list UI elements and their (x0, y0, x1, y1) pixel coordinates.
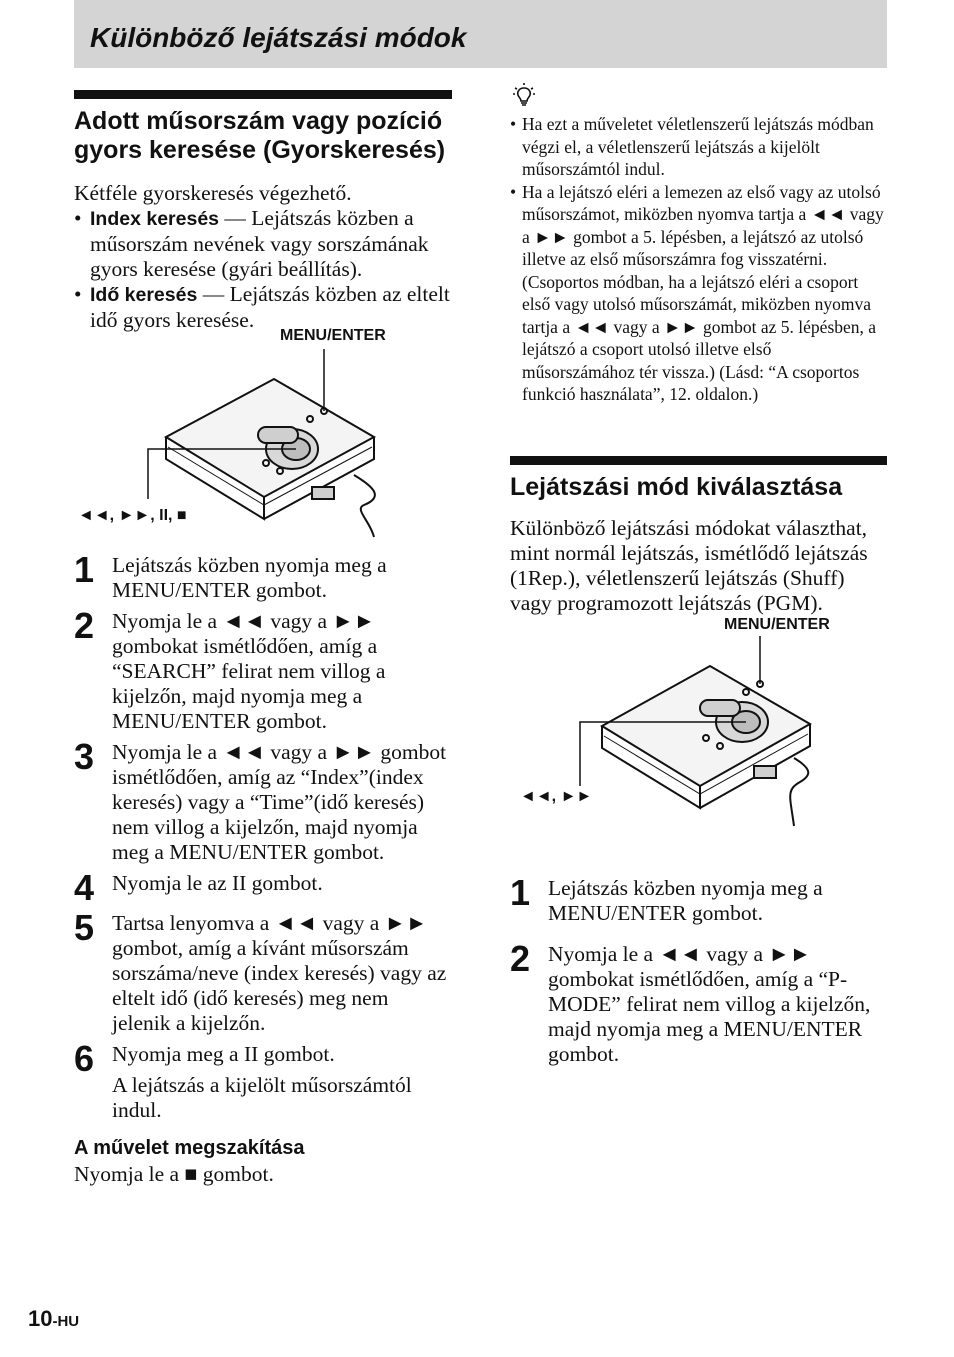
stop-text: Nyomja le a ■ gombot. (74, 1162, 274, 1186)
step-number: 2 (510, 937, 531, 979)
page-number-suffix: -HU (52, 1313, 80, 1330)
section-rule (510, 456, 887, 465)
menu-enter-callout: MENU/ENTER (280, 327, 386, 344)
page-title: Különböző lejátszási módok (90, 22, 467, 53)
device-illustration (74, 327, 452, 547)
bullet-text: — Lejátszás közben az eltelt idő gyors keresése. (90, 282, 450, 332)
bullet-term: Index keresés (90, 208, 220, 230)
step-text: Nyomja meg a II gombot. (112, 1042, 335, 1066)
step-text: Lejátszás közben nyomja meg a MENU/ENTER gombot. (548, 875, 823, 925)
tip-text: Ha a lejátszó eléri a lemezen az első vagy az utolsó műsorszámot, miközben nyomva tartja a ◄◄ vagy a ►► gombot a 5. lépésben, a lejátszó az utolsó illetve az első műsorszámra fog visszatérni. (Csoportos módban, ha a lejátszó eléri a csoport első vagy utolsó műsorszámát, miközben nyomva tartja a ◄◄ vagy a ►► gombot az 5. lépésben, a lejátszó a csoport utolsó illetve első műsorszámához tér vissza.) (Lásd: “A csoportos funkció használata”, 12. oldalon.) (522, 181, 884, 404)
list-item: • Idő keresés — Lejátszás közben az eltelt idő gyors keresése. (74, 282, 450, 332)
page-number (28, 1306, 79, 1332)
step-1 (74, 549, 452, 603)
step-3 (74, 736, 452, 865)
step-note: A lejátszás a kijelölt műsorszámtól indul. (112, 1073, 412, 1122)
section-title: Adott műsorszám vagy pozíció gyors keresése (Gyorskeresés) (74, 107, 446, 164)
step-2 (74, 605, 452, 734)
section-title: Lejátszási mód kiválasztása (510, 472, 843, 501)
lightbulb-icon (512, 82, 536, 108)
page-number-value: 10 (28, 1306, 53, 1331)
step-5 (74, 907, 452, 1036)
buttons-callout: ◄◄, ►► (520, 787, 593, 805)
tip-item: • Ha ezt a műveletet véletlenszerű lejátszás módban végzi el, a véletlenszerű lejátszás a kijelölt műsorszámtól indul. (510, 113, 887, 181)
stop-heading: A művelet megszakítása (74, 1137, 305, 1159)
step-number: 1 (510, 871, 531, 913)
step-text: Nyomja le a ◄◄ vagy a ►► gombokat ismétlődően, amíg a “P-MODE” felirat nem villog a kijelzőn, majd nyomja meg a MENU/ENTER gombot. (548, 941, 871, 1066)
step-number: 5 (74, 907, 95, 948)
step-text: Lejátszás közben nyomja meg a MENU/ENTER gombot. (112, 553, 387, 602)
menu-enter-callout: MENU/ENTER (724, 615, 830, 633)
list-item: • Index keresés — Lejátszás közben a műsorszám nevének vagy sorszámának gyors keresése (gyári beállítás). (74, 206, 429, 281)
step-text: Nyomja le az II gombot. (112, 871, 323, 895)
buttons-callout: ◄◄, ►►, II, ■ (78, 507, 187, 524)
step-2 (510, 937, 887, 1067)
step-number: 2 (74, 605, 95, 646)
intro-text: Kétféle gyorskeresés végezhető. (74, 181, 352, 205)
step-number: 3 (74, 736, 95, 777)
page-header (74, 0, 887, 68)
section-rule (74, 90, 452, 99)
tip-item: • Ha a lejátszó eléri a lemezen az első vagy az utolsó műsorszámot, miközben nyomva tartja a ◄◄ vagy a ►► gombot a 5. lépésben, a lejátszó az utolsó illetve az első műsorszámra fog visszatérni. (Csoportos módban, ha a lejátszó eléri a csoport első vagy utolsó műsorszámát, miközben nyomva tartja a ◄◄ vagy a ►► gombot az 5. lépésben, a lejátszó a csoport utolsó illetve első műsorszámához tér vissza.) (Lásd: “A csoportos funkció használata”, 12. oldalon.) (510, 181, 887, 406)
device-illustration (510, 615, 887, 836)
right-column (510, 82, 887, 1067)
step-number: 4 (74, 867, 95, 908)
intro-text: Különböző lejátszási módokat választhat, mint normál lejátszás, ismétlődő lejátszás (1Rep.), véletlenszerű lejátszás (Shuff) vagy programozott lejátszás (PGM). (510, 515, 868, 615)
bullet-text: — Lejátszás közben a műsorszám nevének vagy sorszámának gyors keresése (gyári beállítás). (90, 206, 429, 281)
left-column (74, 90, 452, 1187)
step-1 (510, 871, 887, 926)
step-text: Nyomja le a ◄◄ vagy a ►► gombot ismétlődően, amíg az “Index”(index keresés) vagy a “Time”(idő keresés) nem villog a kijelzőn, majd nyomja meg a MENU/ENTER gombot. (112, 740, 447, 864)
bullet-term: Idő keresés (90, 284, 198, 306)
step-text: Nyomja le a ◄◄ vagy a ►► gombokat ismétlődően, amíg a “SEARCH” felirat nem villog a kijelzőn, majd nyomja meg a MENU/ENTER gombot. (112, 609, 386, 733)
step-number: 1 (74, 549, 95, 590)
tip-text: Ha ezt a műveletet véletlenszerű lejátszás módban végzi el, a véletlenszerű lejátszás a kijelölt műsorszámtól indul. (522, 114, 874, 179)
step-text: Tartsa lenyomva a ◄◄ vagy a ►► gombot, amíg a kívánt műsorszám sorszáma/neve (index keresés) vagy az eltelt idő (idő keresés) meg nem jelenik a kijelzőn. (112, 911, 447, 1035)
step-number: 6 (74, 1038, 95, 1079)
step-4 (74, 867, 452, 908)
step-6 (74, 1038, 452, 1123)
